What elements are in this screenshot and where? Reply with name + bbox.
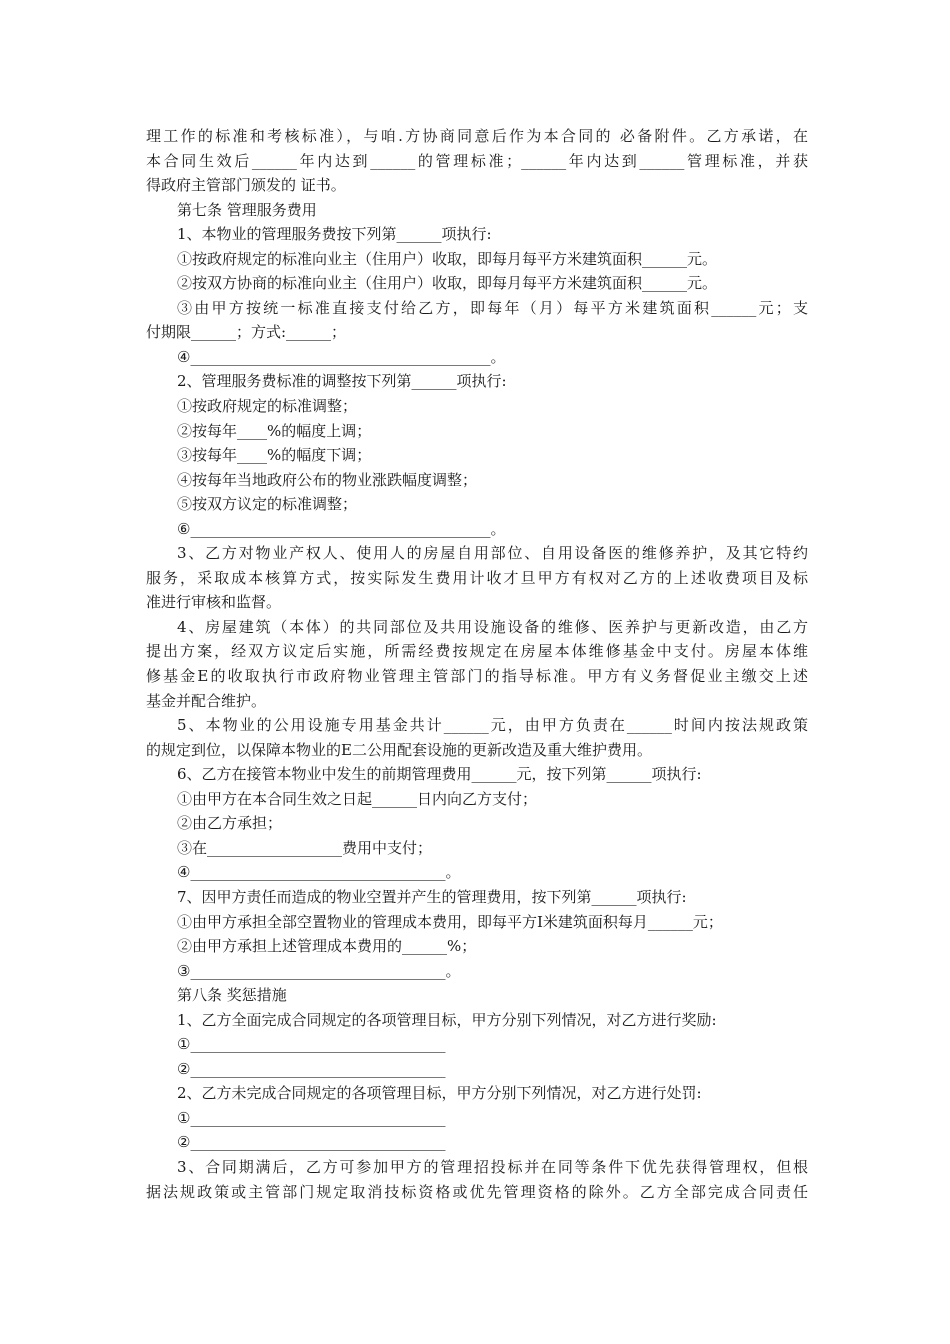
text-line: ⑤按双方议定的标准调整； [177, 495, 358, 514]
text-line: 服务，采取成本核算方式，按实际发生费用计收才旦甲方有权对乙方的上述收费项目及标 [146, 568, 808, 587]
text-line: 本合同生效后______年内达到______的管理标准；______年内达到______管理标准，并获 [146, 151, 808, 170]
text-line: 2、乙方未完成合同规定的各项管理目标，甲方分别下列情况，对乙方进行处罚: [177, 1084, 702, 1103]
text-line: 3、合同期满后，乙方可参加甲方的管理招投标并在同等条件下优先获得管理权，但根 [177, 1157, 808, 1176]
text-line: ④__________________________________。 [177, 863, 461, 882]
text-line: ②由甲方承担上述管理成本费用的______%； [177, 937, 477, 956]
text-line: 6、乙方在接管本物业中发生的前期管理费用______元，按下列第______项执行: [177, 765, 702, 784]
text-line: ⑥________________________________________。 [177, 519, 506, 538]
text-line: 1、乙方全面完成合同规定的各项管理目标，甲方分别下列情况，对乙方进行奖励: [177, 1010, 717, 1029]
text-line: ③__________________________________。 [177, 961, 461, 980]
text-line: ③按每年____%的幅度下调； [177, 446, 372, 465]
document-page [146, 124, 808, 1204]
text-line: 2、管理服务费标准的调整按下列第______项执行: [177, 372, 507, 391]
text-line: 理工作的标准和考核标准），与咱.方协商同意后作为本合同的 必备附件。乙方承诺，在 [146, 127, 808, 145]
text-line: 据法规政策或主管部门规定取消技标资格或优先管理资格的除外。乙方全部完成合同责任 [146, 1182, 808, 1201]
text-line: 第八条 奖惩措施 [177, 986, 287, 1005]
text-line: ①由甲方承担全部空置物业的管理成本费用，即每平方I米建筑面积每月______元； [177, 912, 723, 931]
text-line: ①__________________________________ [177, 1035, 446, 1054]
text-line: 5、本物业的公用设施专用基金共计______元，由甲方负责在______时间内按法规政策 [177, 716, 808, 735]
text-line: ④________________________________________。 [177, 347, 506, 366]
text-line: ①按政府规定的标准向业主（住用户）收取，即每月每平方米建筑面积______元。 [177, 249, 718, 268]
text-line: 准进行审核和监督。 [146, 593, 282, 612]
text-line: ②__________________________________ [177, 1133, 446, 1152]
text-line: 1、本物业的管理服务费按下列第______项执行: [177, 225, 492, 244]
text-line: ②__________________________________ [177, 1059, 446, 1078]
text-line: 第七条 管理服务费用 [177, 200, 317, 219]
text-line: ②按每年____%的幅度上调； [177, 421, 372, 440]
text-line: 4、房屋建筑（本体）的共同部位及共用设施设备的维修、医养护与更新改造，由乙方 [177, 617, 808, 636]
text-line: ②按双方协商的标准向业主（住用户）收取，即每月每平方米建筑面积______元。 [177, 274, 718, 293]
text-line: 基金并配合维护。 [146, 691, 267, 710]
text-line: 修基金E的收取执行市政府物业管理主管部门的指导标准。甲方有义务督促业主缴交上述 [146, 667, 808, 686]
text-line: ①按政府规定的标准调整； [177, 397, 358, 416]
text-line: ①由甲方在本合同生效之日起______日内向乙方支付； [177, 789, 538, 808]
text-line: 得政府主管部门颁发的 证书。 [146, 176, 346, 195]
text-line: ②由乙方承担； [177, 814, 283, 833]
text-line: 提出方案，经双方议定后实施，所需经费按规定在房屋本体维修基金中支付。房屋本体维 [146, 642, 808, 661]
text-line: 3、乙方对物业产权人、使用人的房屋自用部位、自用设备医的维修养护，及其它特约 [177, 544, 808, 563]
text-line: ④按每年当地政府公布的物业涨跌幅度调整； [177, 470, 478, 489]
text-line: 7、因甲方责任而造成的物业空置并产生的管理费用，按下列第______项执行: [177, 887, 687, 906]
text-line: 的规定到位，以保障本物业的E二公用配套设施的更新改造及重大维护费用。 [146, 740, 652, 759]
text-line: ③由甲方按统一标准直接支付给乙方，即每年（月）每平方米建筑面积______元；支 [177, 298, 808, 317]
text-line: 付期限______；方式:______； [146, 323, 347, 342]
text-line: ③在__________________费用中支付； [177, 838, 433, 857]
text-line: ①__________________________________ [177, 1108, 446, 1127]
